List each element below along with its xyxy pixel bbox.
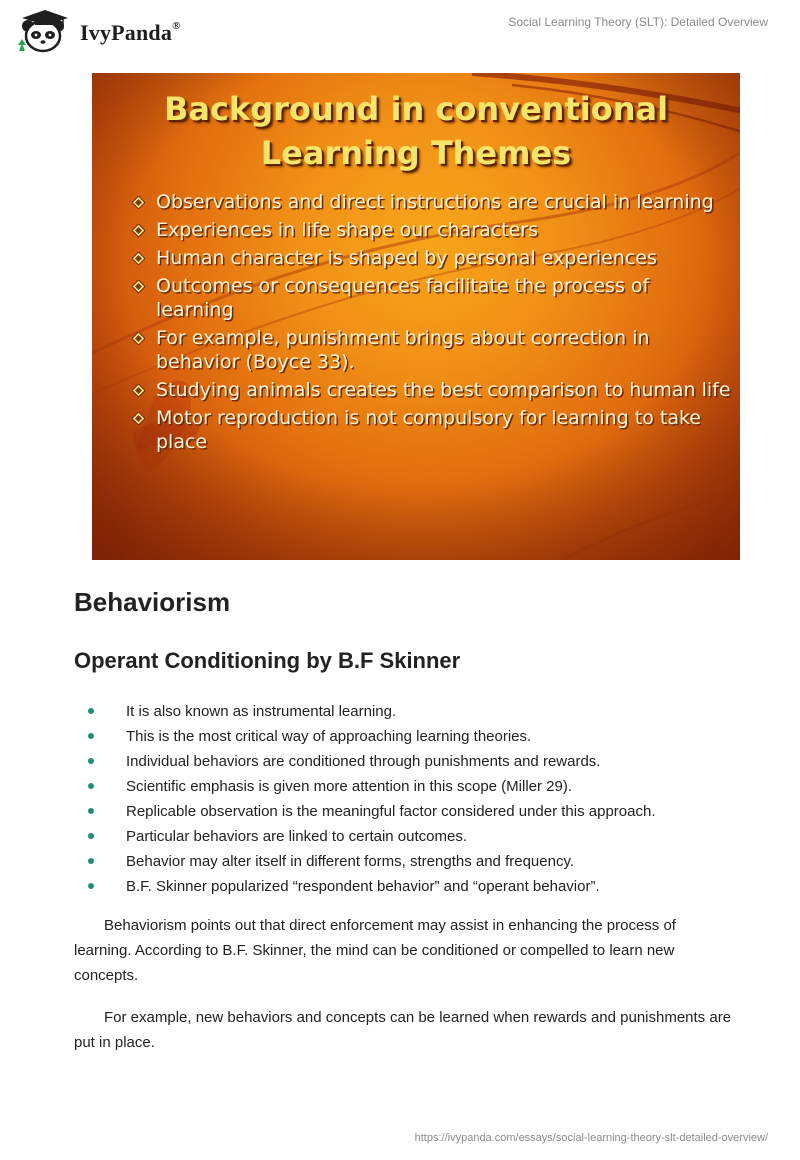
diamond-bullet-icon [132, 384, 145, 397]
slide-bullet-item: Human character is shaped by personal experiences [132, 246, 732, 270]
paragraph: Behaviorism points out that direct enforcement may assist in enhancing the process of learning. According to B.F. Skinner, the mind can be conditioned or compelled to learn new concepts. [74, 917, 676, 984]
list-item: B.F. Skinner popularized “respondent behavior” and “operant behavior”. [74, 874, 754, 899]
bullet-dot-icon [88, 833, 94, 839]
site-header [0, 0, 800, 60]
panda-graduate-icon [16, 9, 74, 53]
list-item: This is the most critical way of approaching learning theories. [74, 724, 754, 749]
bullet-list [74, 699, 754, 899]
bullet-dot-icon [88, 858, 94, 864]
page-title: Social Learning Theory (SLT): Detailed Overview [508, 15, 768, 29]
diamond-bullet-icon [132, 332, 145, 345]
slide-bullet-item: Observations and direct instructions are crucial in learning [132, 190, 732, 214]
slide-image [92, 73, 740, 560]
slide-bullet-list [132, 190, 732, 458]
diamond-bullet-icon [132, 252, 145, 265]
ivypanda-logo[interactable] [16, 9, 181, 53]
list-item: Behavior may alter itself in different forms, strengths and frequency. [74, 849, 754, 874]
slide-bullet-item: Studying animals creates the best comparison to human life [132, 378, 732, 402]
slide-bullet-item: For example, punishment brings about correction in behavior (Boyce 33). [132, 326, 732, 374]
bullet-dot-icon [88, 883, 94, 889]
bullet-dot-icon [88, 758, 94, 764]
slide-bullet-item: Motor reproduction is not compulsory for learning to take place [132, 406, 732, 454]
diamond-bullet-icon [132, 224, 145, 237]
bullet-dot-icon [88, 783, 94, 789]
slide-title: Background in conventional Learning Themes [163, 90, 669, 172]
brand-name: IvyPanda® [80, 19, 181, 45]
list-item: Replicable observation is the meaningful factor considered under this approach. [74, 799, 754, 824]
list-item: Particular behaviors are linked to certain outcomes. [74, 824, 754, 849]
diamond-bullet-icon [132, 196, 145, 209]
section-subheading: Operant Conditioning by B.F Skinner [74, 648, 461, 673]
bullet-dot-icon [88, 733, 94, 739]
diamond-bullet-icon [132, 280, 145, 293]
slide-bullet-item: Experiences in life shape our characters [132, 218, 732, 242]
paragraph: For example, new behaviors and concepts can be learned when rewards and punishments are put in place. [74, 1009, 732, 1051]
list-item: Individual behaviors are conditioned through punishments and rewards. [74, 749, 754, 774]
slide-bullet-item: Outcomes or consequences facilitate the process of learning [132, 274, 732, 322]
list-item: It is also known as instrumental learning. [74, 699, 754, 724]
source-url[interactable]: https://ivypanda.com/essays/social-learning-theory-slt-detailed-overview/ [414, 1132, 768, 1144]
bullet-dot-icon [88, 708, 94, 714]
diamond-bullet-icon [132, 412, 145, 425]
bullet-dot-icon [88, 808, 94, 814]
section-heading: Behaviorism [74, 587, 231, 617]
list-item: Scientific emphasis is given more attention in this scope (Miller 29). [74, 774, 754, 799]
